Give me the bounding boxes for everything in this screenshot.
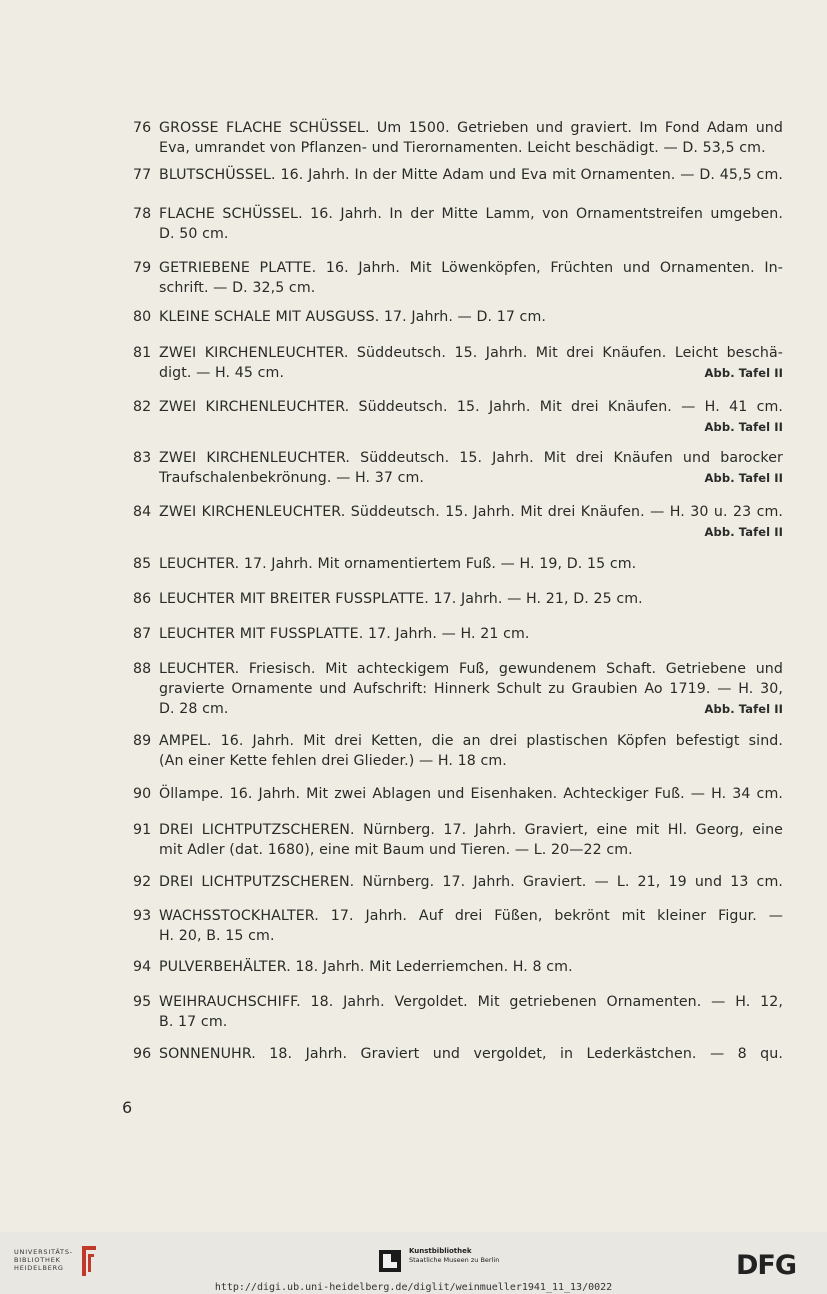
university-line: UNIVERSITÄTS- <box>14 1248 73 1256</box>
entry-text-line: DREI LICHTPUTZSCHEREN. Nürnberg. 17. Jahrh. Graviert, eine mit Hl. Georg, eine <box>159 822 783 838</box>
entry-text-line: ZWEI KIRCHENLEUCHTER. Süddeutsch. 15. Jahrh. Mit drei Knäufen und barocker <box>159 450 783 466</box>
kunst-title: Kunstbibliothek <box>409 1247 472 1255</box>
entry-number: 79 <box>133 260 152 276</box>
catalog-entry <box>133 343 783 383</box>
entry-text-line: digt. — H. 45 cm. <box>159 365 285 381</box>
catalog-entry <box>133 502 783 542</box>
entry-text-line: H. 20, B. 15 cm. <box>159 928 275 944</box>
university-mark-icon <box>78 1244 98 1278</box>
entry-number: 89 <box>133 733 152 749</box>
entry-text-line: Öllampe. 16. Jahrh. Mit zwei Ablagen und Eisenhaken. Achteckiger Fuß. — H. 34 cm. <box>159 786 783 802</box>
catalog-entry <box>133 448 783 488</box>
entry-text-line: KLEINE SCHALE MIT AUSGUSS. 17. Jahrh. — D. 17 cm. <box>159 309 546 325</box>
entry-text-line: Eva, umrandet von Pflanzen- und Tierornamenten. Leicht beschädigt. — D. 53,5 cm. <box>159 140 766 156</box>
entry-text-line: D. 28 cm. <box>159 701 229 717</box>
page-number: 6 <box>122 1098 133 1117</box>
entry-number: 86 <box>133 591 152 607</box>
entry-number: 84 <box>133 504 152 520</box>
catalog-entry <box>133 1044 783 1064</box>
catalog-entry <box>133 659 783 719</box>
entry-text-line: LEUCHTER MIT FUSSPLATTE. 17. Jahrh. — H. 21 cm. <box>159 626 530 642</box>
entry-text-line: WACHSSTOCKHALTER. 17. Jahrh. Auf drei Füßen, bekrönt mit kleiner Figur. — <box>159 908 783 924</box>
entry-text-line: Traufschalenbekrönung. — H. 37 cm. <box>159 470 425 486</box>
kunstbibliothek-text[interactable] <box>409 1247 499 1265</box>
catalog-entry <box>133 258 783 298</box>
catalog-entry <box>133 589 783 609</box>
catalog-entry <box>133 957 783 977</box>
entry-text-line: WEIHRAUCHSCHIFF. 18. Jahrh. Vergoldet. Mit getriebenen Ornamenten. — H. 12, <box>159 994 783 1010</box>
catalog-entry <box>133 165 783 185</box>
entry-number: 80 <box>133 309 152 325</box>
entry-text-line: B. 17 cm. <box>159 1014 228 1030</box>
entry-text-line: schrift. — D. 32,5 cm. <box>159 280 316 296</box>
dfg-logo[interactable]: DFG <box>736 1250 797 1281</box>
entry-text-line: SONNENUHR. 18. Jahrh. Graviert und vergoldet, in Lederkästchen. — 8 qu. <box>159 1046 783 1062</box>
entry-number: 87 <box>133 626 152 642</box>
catalog-entry <box>133 397 783 437</box>
entry-number: 88 <box>133 661 152 677</box>
entry-number: 93 <box>133 908 152 924</box>
catalog-entry <box>133 731 783 771</box>
plate-reference: Abb. Tafel II <box>704 471 783 485</box>
entry-text-line: GETRIEBENE PLATTE. 16. Jahrh. Mit Löwenköpfen, Früchten und Ornamenten. In- <box>159 260 783 276</box>
entry-text-line: DREI LICHTPUTZSCHEREN. Nürnberg. 17. Jahrh. Graviert. — L. 21, 19 und 13 cm. <box>159 874 783 890</box>
entry-text-line: D. 50 cm. <box>159 226 229 242</box>
entry-text-line: ZWEI KIRCHENLEUCHTER. Süddeutsch. 15. Jahrh. Mit drei Knäufen. — H. 30 u. 23 cm. <box>159 504 783 520</box>
entry-number: 95 <box>133 994 152 1010</box>
university-line: BIBLIOTHEK <box>14 1256 61 1264</box>
entry-number: 85 <box>133 556 152 572</box>
entry-text-line: AMPEL. 16. Jahrh. Mit drei Ketten, die an drei plastischen Köpfen befestigt sind. <box>159 733 783 749</box>
catalog-entry <box>133 820 783 860</box>
kunst-subtitle: Staatliche Museen zu Berlin <box>409 1256 500 1264</box>
plate-reference: Abb. Tafel II <box>704 366 783 380</box>
catalog-entry <box>133 554 783 574</box>
catalog-entry <box>133 307 783 327</box>
entry-text-line: BLUTSCHÜSSEL. 16. Jahrh. In der Mitte Adam und Eva mit Ornamenten. — D. 45,5 cm. <box>159 167 783 183</box>
entry-text-line: FLACHE SCHÜSSEL. 16. Jahrh. In der Mitte Lamm, von Ornamentstreifen umgeben. <box>159 206 783 222</box>
entry-text-line: LEUCHTER. 17. Jahrh. Mit ornamentiertem Fuß. — H. 19, D. 15 cm. <box>159 556 637 572</box>
kunstbibliothek-logo-icon <box>379 1250 401 1272</box>
source-url-link[interactable]: http://digi.ub.uni-heidelberg.de/diglit/weinmueller1941_11_13/0022 <box>214 1282 613 1293</box>
catalog-entry <box>133 872 783 892</box>
entry-number: 96 <box>133 1046 152 1062</box>
entry-number: 94 <box>133 959 152 975</box>
entry-number: 92 <box>133 874 152 890</box>
entry-number: 77 <box>133 167 152 183</box>
plate-reference: Abb. Tafel II <box>704 702 783 716</box>
entry-number: 78 <box>133 206 152 222</box>
plate-reference: Abb. Tafel II <box>704 420 783 434</box>
university-logo[interactable] <box>14 1248 73 1272</box>
catalog-entry <box>133 992 783 1032</box>
entry-number: 91 <box>133 822 152 838</box>
catalog-entry <box>133 624 783 644</box>
entry-text-line: ZWEI KIRCHENLEUCHTER. Süddeutsch. 15. Jahrh. Mit drei Knäufen. — H. 41 cm. <box>159 399 783 415</box>
entry-text-line: PULVERBEHÄLTER. 18. Jahrh. Mit Lederriemchen. H. 8 cm. <box>159 959 573 975</box>
entry-number: 81 <box>133 345 152 361</box>
entry-text-line: (An einer Kette fehlen drei Glieder.) — H. 18 cm. <box>159 753 507 769</box>
entry-number: 82 <box>133 399 152 415</box>
university-line: HEIDELBERG <box>14 1264 64 1272</box>
entry-text-line: gravierte Ornamente und Aufschrift: Hinnerk Schult zu Graubien Ao 1719. — H. 30, <box>159 681 783 697</box>
catalog-entry <box>133 118 783 158</box>
entry-text-line: LEUCHTER MIT BREITER FUSSPLATTE. 17. Jahrh. — H. 21, D. 25 cm. <box>159 591 643 607</box>
entry-text-line: ZWEI KIRCHENLEUCHTER. Süddeutsch. 15. Jahrh. Mit drei Knäufen. Leicht beschä- <box>159 345 783 361</box>
catalog-entry <box>133 204 783 244</box>
plate-reference: Abb. Tafel II <box>704 525 783 539</box>
entry-text-line: LEUCHTER. Friesisch. Mit achteckigem Fuß, gewundenem Schaft. Getriebene und <box>159 661 783 677</box>
catalog-entry <box>133 784 783 804</box>
entry-number: 83 <box>133 450 152 466</box>
entry-text-line: GROSSE FLACHE SCHÜSSEL. Um 1500. Getrieben und graviert. Im Fond Adam und <box>159 120 783 136</box>
entry-text-line: mit Adler (dat. 1680), eine mit Baum und Tieren. — L. 20—22 cm. <box>159 842 633 858</box>
entry-number: 76 <box>133 120 152 136</box>
catalog-entry <box>133 906 783 946</box>
footer-bar <box>0 1232 827 1294</box>
entry-number: 90 <box>133 786 152 802</box>
